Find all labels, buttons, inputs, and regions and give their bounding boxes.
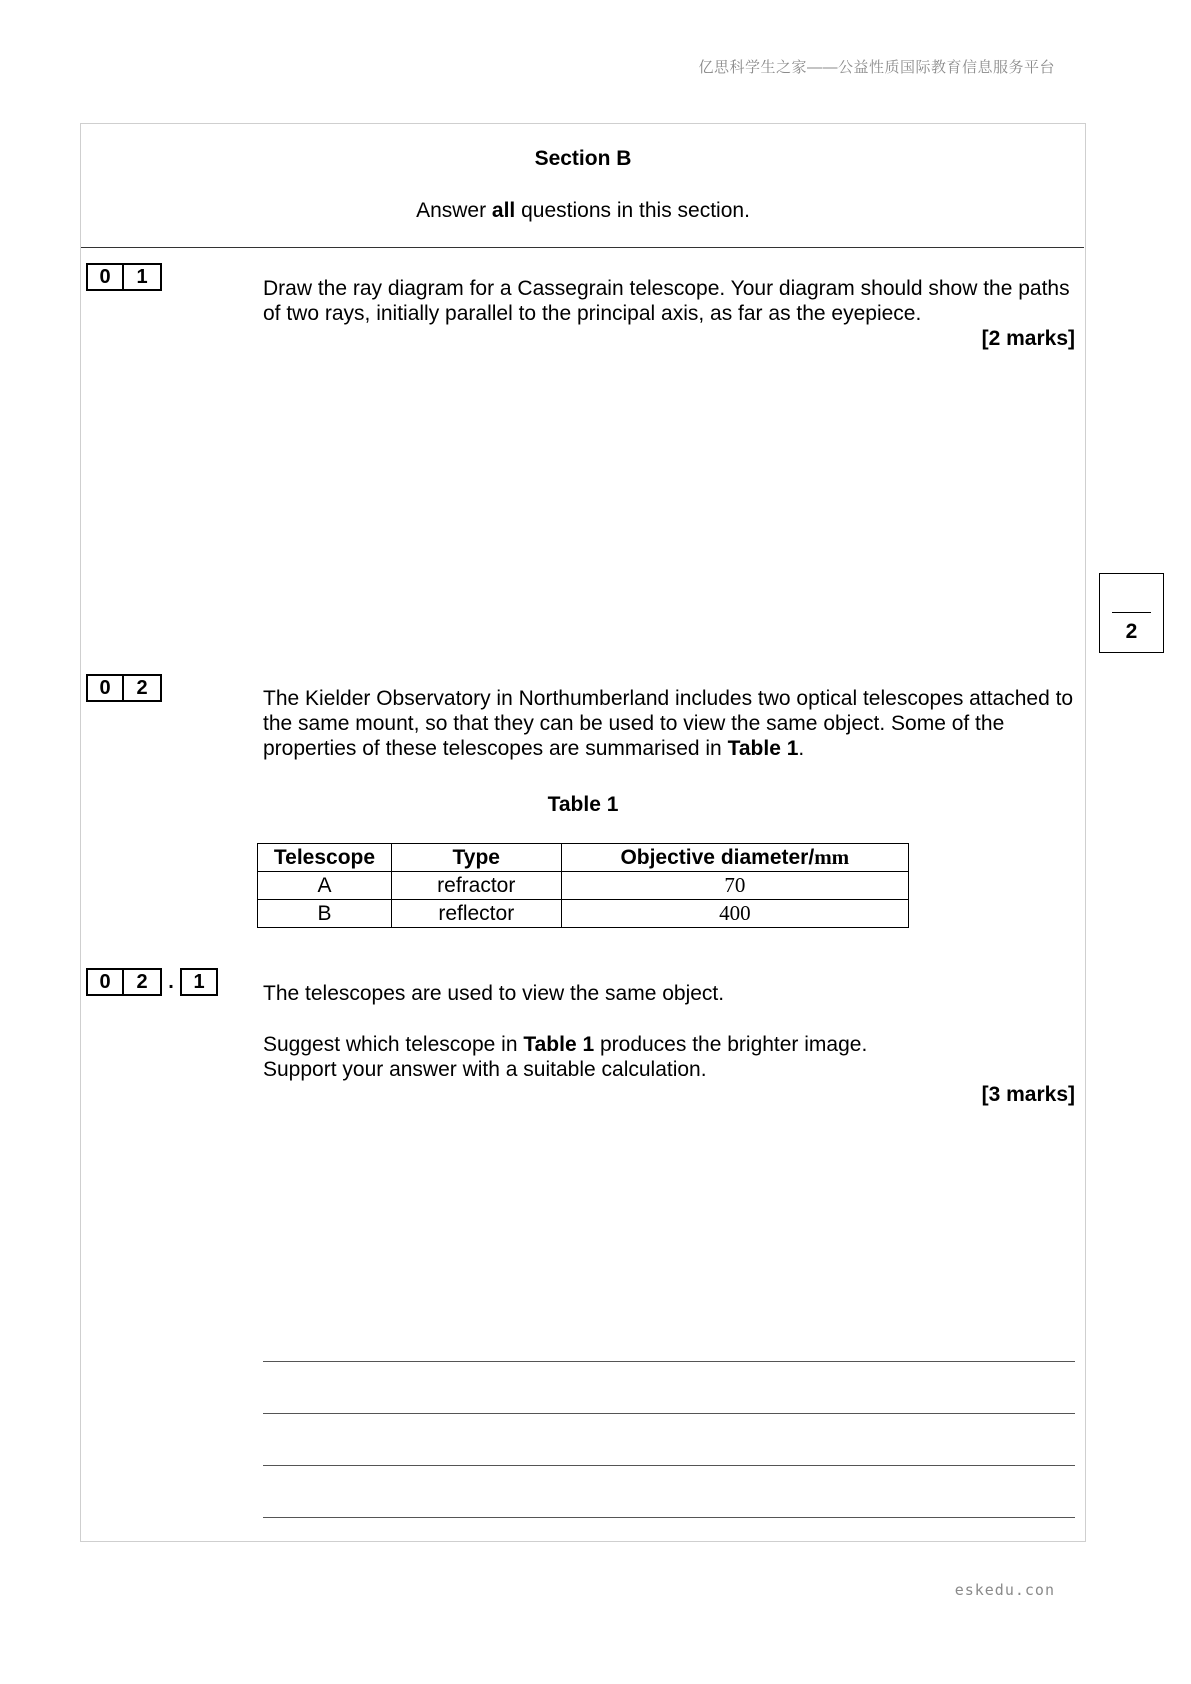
question-number-01 xyxy=(86,263,162,291)
q02-text-post: . xyxy=(798,737,805,760)
qnum-digit: 0 xyxy=(86,263,124,291)
header-unit: mm xyxy=(814,845,850,869)
question-01-text: Draw the ray diagram for a Cassegrain telescope. Your diagram should show the paths of two rays, initially parallel to the principal axis, as far as the eyepiece. xyxy=(263,277,1070,325)
question-02-text xyxy=(263,686,1075,761)
q021-line2-pre: Suggest which telescope in xyxy=(263,1033,524,1056)
qnum-digit: 1 xyxy=(180,968,218,996)
header-type: Type xyxy=(391,844,561,872)
section-title: Section B xyxy=(534,147,632,170)
table-cell: 400 xyxy=(561,900,908,928)
q02-text-bold: Table 1 xyxy=(727,737,799,760)
qnum-separator: . xyxy=(168,970,174,993)
question-02-1-marks: [3 marks] xyxy=(981,1083,1075,1106)
header-quantity: Objective diameter/ xyxy=(620,846,815,869)
question-01-marks: [2 marks] xyxy=(981,327,1075,350)
table-cell: refractor xyxy=(391,872,561,900)
q021-line2-bold: Table 1 xyxy=(523,1033,595,1056)
table-1 xyxy=(257,843,909,928)
instruction-pre: Answer xyxy=(416,199,492,222)
qnum-digit: 0 xyxy=(86,674,124,702)
qnum-digit: 1 xyxy=(124,263,162,291)
table-row xyxy=(258,872,909,900)
margin-marks-box xyxy=(1099,573,1164,653)
margin-marks-total: 2 xyxy=(1125,620,1138,643)
section-instruction xyxy=(80,199,1086,223)
table-row xyxy=(258,900,909,928)
question-number-02-1 xyxy=(86,968,218,996)
header-note: 亿思科学生之家——公益性质国际教育信息服务平台 xyxy=(698,59,1055,76)
answer-line[interactable] xyxy=(263,1413,1075,1414)
margin-marks-line xyxy=(1112,612,1151,613)
answer-line[interactable] xyxy=(263,1361,1075,1362)
answer-line[interactable] xyxy=(263,1465,1075,1466)
section-divider xyxy=(81,247,1084,248)
qnum-digit: 0 xyxy=(86,968,124,996)
q021-line2-post: produces the brighter image. xyxy=(594,1033,868,1056)
instruction-bold: all xyxy=(491,199,516,222)
question-02-1-line3: Support your answer with a suitable calculation. xyxy=(263,1058,707,1081)
table-header-row xyxy=(258,844,909,872)
question-number-02 xyxy=(86,674,162,702)
q02-text-pre: The Kielder Observatory in Northumberland includes two optical telescopes attached to the same mount, so that they can be used to view the same object. Some of the properties of these telescopes are summarised in xyxy=(263,687,1074,760)
footer-note: eskedu.con xyxy=(954,1581,1055,1599)
header-telescope: Telescope xyxy=(258,844,392,872)
table-cell: 70 xyxy=(561,872,908,900)
table-1-title: Table 1 xyxy=(547,793,619,816)
table-cell: B xyxy=(258,900,392,928)
table-cell: A xyxy=(258,872,392,900)
qnum-digit: 2 xyxy=(124,674,162,702)
header-objective-diameter xyxy=(561,844,908,872)
table-cell: reflector xyxy=(391,900,561,928)
question-02-1-line1: The telescopes are used to view the same object. xyxy=(263,982,725,1005)
answer-line[interactable] xyxy=(263,1517,1075,1518)
qnum-digit: 2 xyxy=(124,968,162,996)
instruction-post: questions in this section. xyxy=(515,199,750,222)
question-02-1-line2 xyxy=(263,1032,1075,1057)
